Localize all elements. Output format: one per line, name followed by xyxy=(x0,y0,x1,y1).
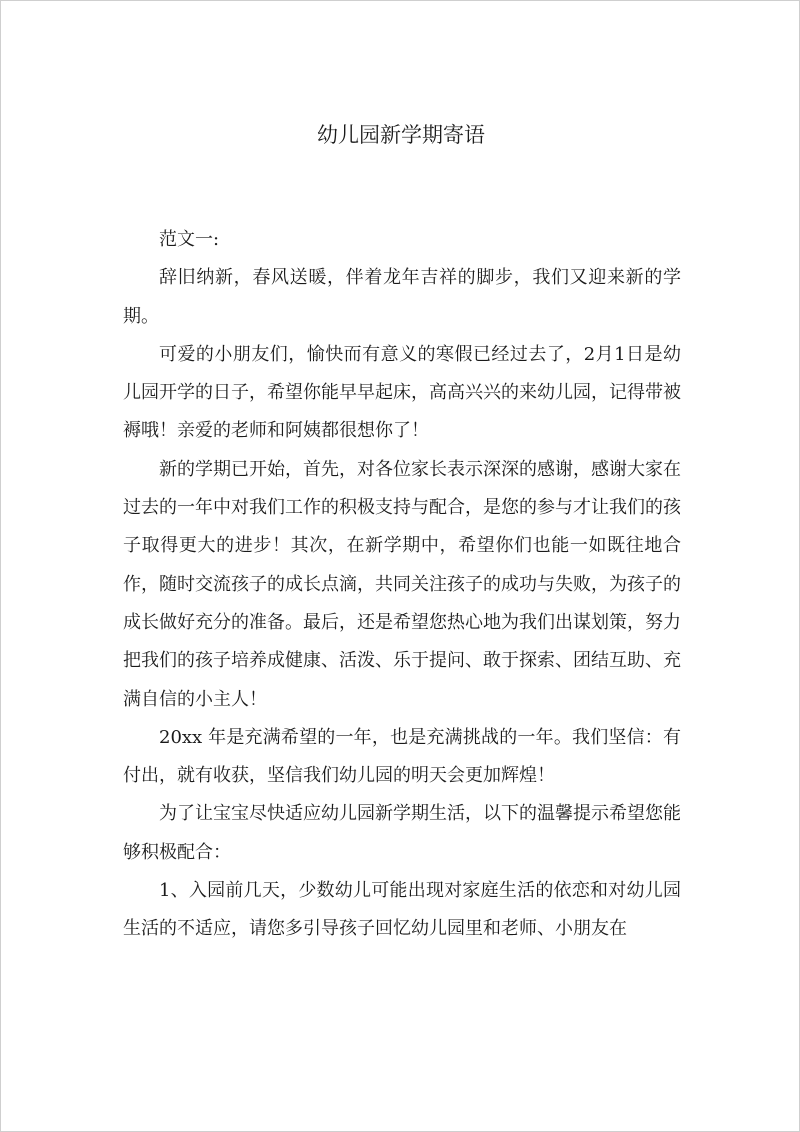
paragraph: 新的学期已开始，首先，对各位家长表示深深的感谢，感谢大家在过去的一年中对我们工作的积极支持与配合，是您的参与才让我们的孩子取得更大的进步！其次，在新学期中，希望你们也能一如既往地合作，随时交流孩子的成长点滴，共同关注孩子的成功与失败，为孩子的成长做好充分的准备。最后，还是希望您热心地为我们出谋划策，努力把我们的孩子培养成健康、活泼、乐于提问、敢于探索、团结互助、充满自信的小主人！ xyxy=(123,458,681,710)
paragraph: 为了让宝宝尽快适应幼儿园新学期生活，以下的温馨提示希望您能够积极配合： xyxy=(123,803,681,863)
document-title: 幼儿园新学期寄语 xyxy=(317,123,485,147)
paragraph: 可爱的小朋友们，愉快而有意义的寒假已经过去了，2月1日是幼儿园开学的日子，希望你能早早起床，高高兴兴的来幼儿园，记得带被褥哦！亲爱的老师和阿姨都很想你了！ xyxy=(123,343,681,442)
paragraph: 20xx 年是充满希望的一年，也是充满挑战的一年。我们坚信：有付出，就有收获，坚信我们幼儿园的明天会更加辉煌！ xyxy=(123,726,681,787)
paragraph-heading: 范文一: xyxy=(159,229,220,250)
paragraph: 辞旧纳新，春风送暖，伴着龙年吉祥的脚步，我们又迎来新的学期。 xyxy=(123,267,681,327)
document-body xyxy=(123,221,681,949)
paragraph: 1、入园前几天，少数幼儿可能出现对家庭生活的依恋和对幼儿园生活的不适应，请您多引导孩子回忆幼儿园里和老师、小朋友在 xyxy=(123,880,681,940)
